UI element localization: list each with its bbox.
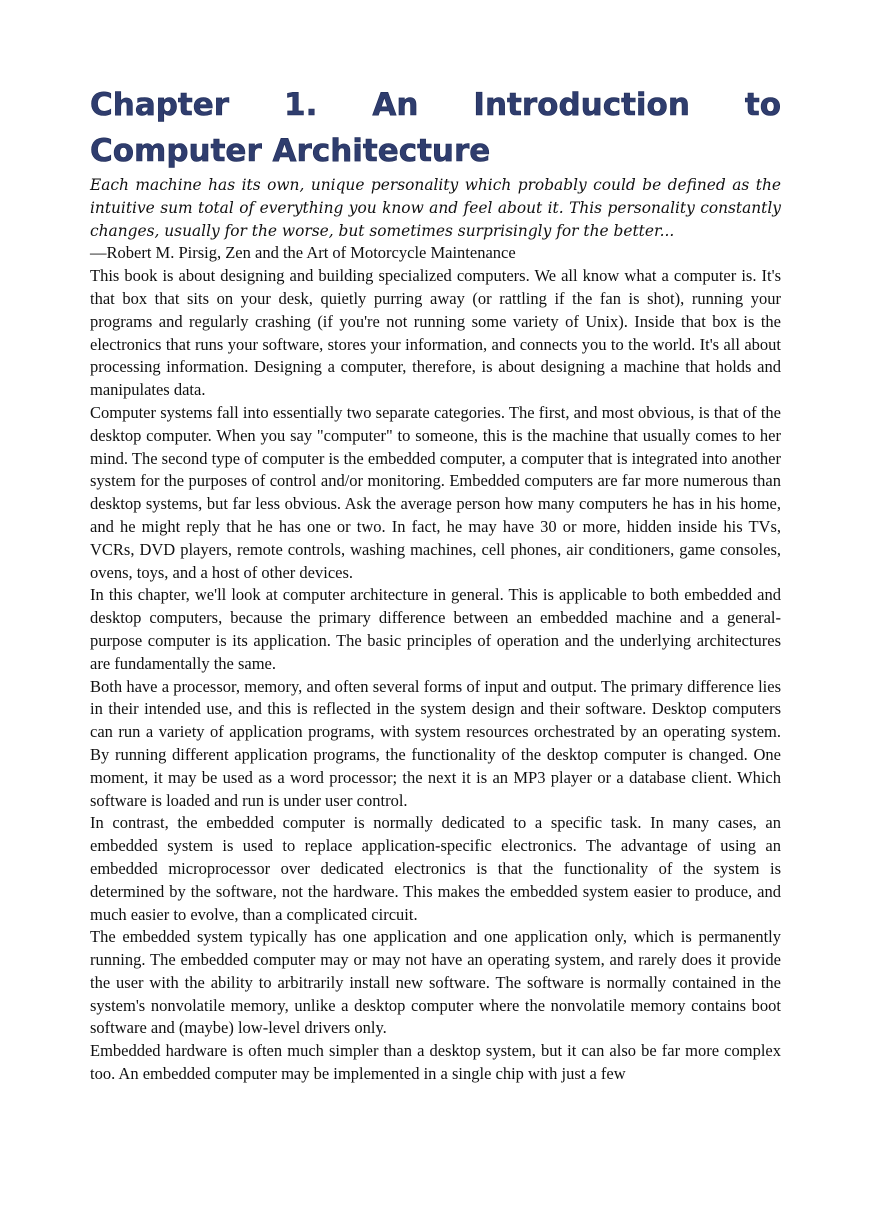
document-page (90, 82, 781, 1086)
epigraph-quote: Each machine has its own, unique personality which probably could be defined as the intuitive sum total of everything you know and feel about it. This personality constantly changes, usually for the worse, but sometimes surprisingly for the better... (90, 176, 781, 240)
paragraph: Embedded hardware is often much simpler than a desktop system, but it can also be far more complex too. An embedded computer may be implemented in a single chip with just a few (90, 1041, 781, 1084)
paragraph: Computer systems fall into essentially two separate categories. The first, and most obvious, is that of the desktop computer. When you say "computer" to someone, this is the machine that usually comes to her mind. The second type of computer is the embedded computer, a computer that is integrated into another system for the purposes of control and/or monitoring. Embedded computers are far more numerous than desktop systems, but far less obvious. Ask the average person how many computers he has in his home, and he might reply that he has one or two. In fact, he may have 30 or more, hidden inside his TVs, VCRs, DVD players, remote controls, washing machines, cell phones, air conditioners, game consoles, ovens, toys, and a host of other devices. (90, 402, 781, 582)
paragraph: In this chapter, we'll look at computer architecture in general. This is applicable to both embedded and desktop computers, because the primary difference between an embedded machine and a general-purpose computer is its application. The basic principles of operation and the underlying architectures are fundamentally the same. (90, 585, 781, 673)
paragraph: Both have a processor, memory, and often several forms of input and output. The primary difference lies in their intended use, and this is reflected in the system design and their software. Desktop computers can run a variety of application programs, with system resources orchestrated by an operating system. By running different application programs, the functionality of the desktop computer is changed. One moment, it may be used as a word processor; the next it is an MP3 player or a database client. Which software is loaded and run is under user control. (90, 676, 781, 810)
paragraph: This book is about designing and building specialized computers. We all know what a computer is. It's that box that sits on your desk, quietly purring away (or rattling if the fan is shot), running your programs and regularly crashing (if you're not running some variety of Unix). Inside that box is the electronics that runs your software, stores your information, and connects you to the world. It's all about processing information. Designing a computer, therefore, is about designing a machine that holds and manipulates data. (90, 266, 781, 400)
epigraph-source: —Robert M. Pirsig, Zen and the Art of Motorcycle Maintenance (90, 243, 516, 263)
paragraph: In contrast, the embedded computer is normally dedicated to a specific task. In many cases, an embedded system is used to replace application-specific electronics. The advantage of using an embedded microprocessor over dedicated electronics is that the functionality of the system is determined by the software, not the hardware. This makes the embedded system easier to produce, and much easier to evolve, than a complicated circuit. (90, 813, 781, 924)
chapter-title: Chapter 1. An Introduction to Computer Architecture (90, 87, 781, 169)
paragraph: The embedded system typically has one application and one application only, which is permanently running. The embedded computer may or may not have an operating system, and rarely does it provide the user with the ability to arbitrarily install new software. The software is normally contained in the system's nonvolatile memory, unlike a desktop computer where the nonvolatile memory contains boot software and (maybe) low-level drivers only. (90, 927, 781, 1038)
